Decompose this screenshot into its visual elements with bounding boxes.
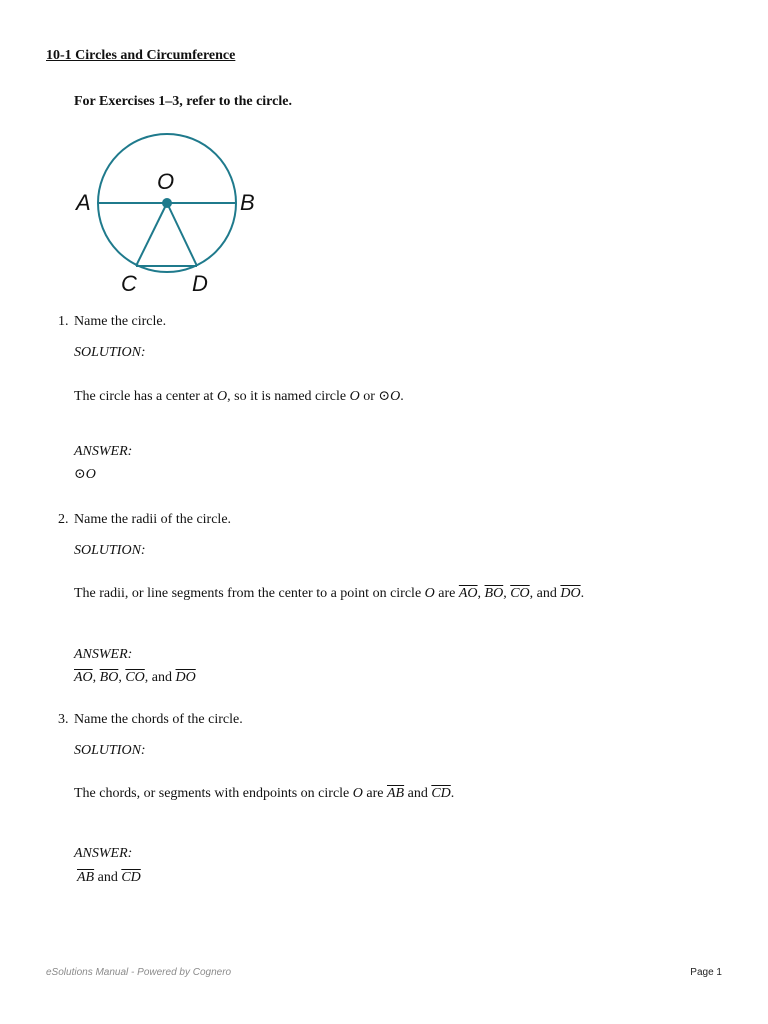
question-prompt: Name the radii of the circle. xyxy=(74,512,232,527)
answer-text: ⊙O xyxy=(74,467,96,482)
label-o: O xyxy=(157,169,175,194)
answer-text: $\overline{AB}$ and $\overline{CD}$ xyxy=(77,870,141,885)
circle-dot-symbol: ⊙ xyxy=(378,389,391,404)
question-number: 3. xyxy=(58,712,69,727)
circle-dot-symbol: ⊙ xyxy=(74,467,86,482)
question-1 xyxy=(58,314,166,330)
radius-oc xyxy=(136,203,167,266)
answer-text: $\overline{AO}$, $\overline{BO}$, $\overline{CO}$, and $\overline{DO}$ xyxy=(74,670,196,685)
segment: $\overline{AB}$ xyxy=(387,786,405,801)
label-d: D xyxy=(192,271,208,296)
answer-label: ANSWER: xyxy=(74,444,133,459)
label-c: C xyxy=(121,271,137,296)
segment: $\overline{CO}$ xyxy=(125,670,145,685)
segment: $\overline{DO}$ xyxy=(175,670,196,685)
circle-figure xyxy=(66,126,276,301)
solution-label: SOLUTION: xyxy=(74,743,146,758)
answer-label: ANSWER: xyxy=(74,647,133,662)
question-3 xyxy=(58,712,243,728)
segment: $\overline{AO}$ xyxy=(458,586,478,601)
segment: $\overline{AB}$ xyxy=(77,870,95,885)
page-number: Page 1 xyxy=(690,967,722,978)
segment: $\overline{CD}$ xyxy=(431,786,451,801)
solution-text: The chords, or segments with endpoints on circle O are $\overline{AB}$ and $\overline{CD}$. xyxy=(74,786,455,801)
segment: $\overline{CD}$ xyxy=(121,870,141,885)
label-b: B xyxy=(240,190,255,215)
segment: $\overline{BO}$ xyxy=(484,586,504,601)
question-prompt: Name the circle. xyxy=(74,314,167,329)
solution-text: The radii, or line segments from the center to a point on circle O are $\overline{AO}$, $\overline{BO}$, $\overline{CO}$, and $\overline{DO}$. xyxy=(74,586,585,601)
segment: $\overline{DO}$ xyxy=(560,586,581,601)
solution-text: The circle has a center at O, so it is named circle O or ⊙O. xyxy=(74,389,404,404)
center-point xyxy=(162,198,172,208)
segment: $\overline{CO}$ xyxy=(510,586,530,601)
solution-label: SOLUTION: xyxy=(74,543,146,558)
segment: $\overline{AO}$ xyxy=(74,670,93,685)
exercise-instruction: For Exercises 1–3, refer to the circle. xyxy=(74,94,292,109)
label-a: A xyxy=(76,190,91,215)
question-number: 2. xyxy=(58,512,69,527)
question-prompt: Name the chords of the circle. xyxy=(74,712,243,727)
radius-od xyxy=(167,203,197,266)
question-2 xyxy=(58,512,231,528)
footer-source: eSolutions Manual - Powered by Cognero xyxy=(46,967,232,978)
question-number: 1. xyxy=(58,314,69,329)
section-title: 10-1 Circles and Circumference xyxy=(46,48,236,63)
segment: $\overline{BO}$ xyxy=(99,670,119,685)
solution-label: SOLUTION: xyxy=(74,345,146,360)
answer-label: ANSWER: xyxy=(74,846,133,861)
